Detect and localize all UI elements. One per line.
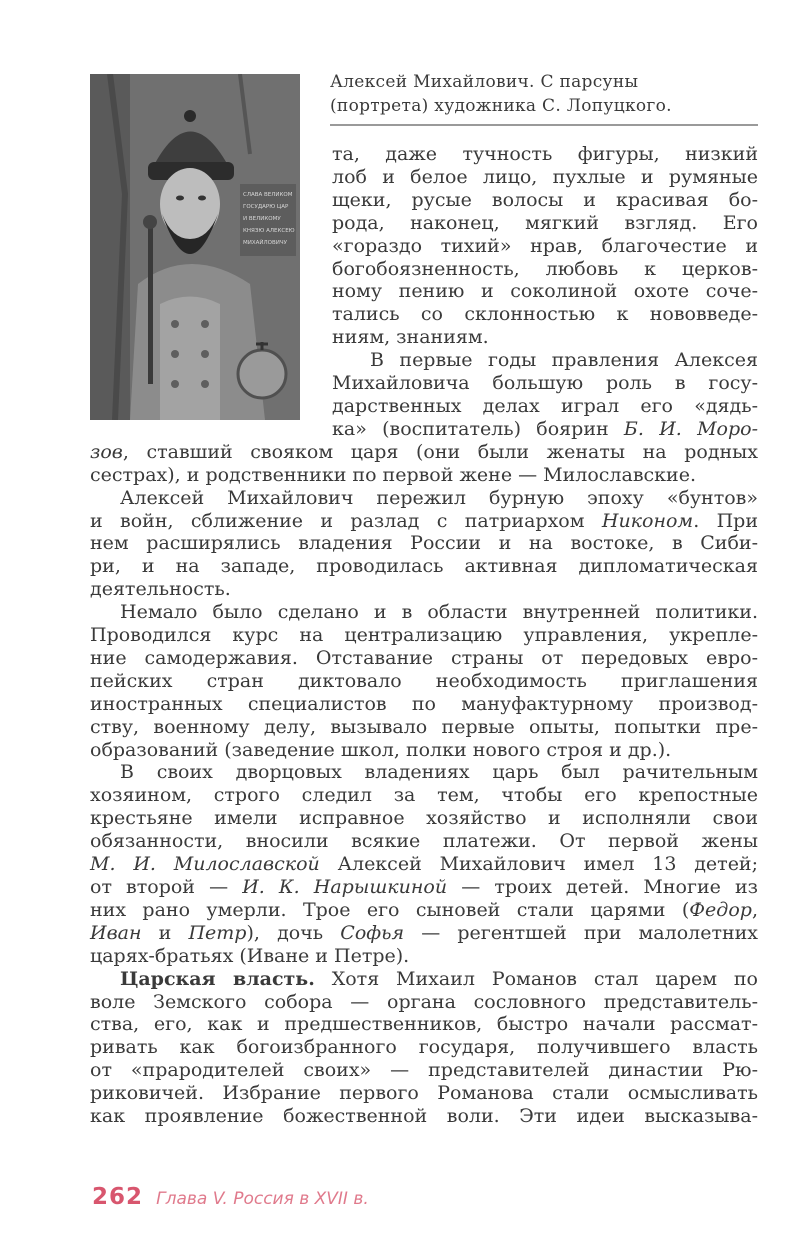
- text-line: [90, 945, 758, 968]
- italic-name: Федор: [689, 898, 752, 921]
- text-line: [90, 578, 758, 601]
- text-line: [90, 922, 758, 945]
- text-run: ниям, знаниям.: [332, 326, 489, 349]
- text-line: [90, 899, 758, 922]
- text-line: [90, 670, 758, 693]
- text-run: та, даже тучность фигуры, низкий: [332, 143, 758, 165]
- text-run: В своих дворцовых владениях царь был рачительным: [120, 761, 758, 784]
- text-run: и войн, сближение и разлад с патриархом: [90, 509, 602, 532]
- text-run: Алексей Михайлович пережил бурную эпоху «бунтов»: [120, 486, 758, 509]
- text-line: [90, 876, 758, 899]
- text-run: воле Земского собора — органа сословного представитель-: [90, 990, 758, 1013]
- portrait-inscription-line: СЛАВА ВЕЛИКОМ: [243, 192, 293, 198]
- text-run: ривать как богоизбранного государя, получившего власть: [90, 1036, 758, 1059]
- text-run: иностранных специалистов по мануфактурному производ-: [90, 692, 758, 715]
- text-run: Михайловича большую роль в госу-: [332, 372, 758, 395]
- italic-name: Иван: [90, 921, 142, 944]
- text-line: [90, 395, 758, 418]
- text-run: риковичей. Избрание первого Романова стали осмысливать: [90, 1082, 758, 1105]
- text-run: Алексей Михайлович имел 13 детей;: [319, 853, 758, 876]
- portrait-caption: [330, 70, 758, 126]
- text-run: . При: [693, 509, 758, 532]
- caption-line: Алексей Михайлович. С парсуны: [330, 72, 639, 92]
- portrait-inscription-line: ГОСУДАРЮ ЦАР: [243, 204, 289, 210]
- text-line: [90, 1059, 758, 1082]
- text-run: от «прародителей своих» — представителей династии Рю-: [90, 1059, 758, 1082]
- text-run: В первые годы правления Алексея: [370, 349, 758, 372]
- italic-name: Б. И. Моро-: [623, 417, 758, 440]
- text-line: [90, 280, 758, 303]
- text-line: [90, 235, 758, 258]
- text-line: [90, 807, 758, 830]
- text-line: [90, 166, 758, 189]
- text-line: [90, 326, 758, 349]
- text-run: Немало было сделано и в области внутренней политики.: [120, 601, 758, 624]
- text-line: [90, 624, 758, 647]
- text-run: богобоязненность, любовь к церков-: [332, 257, 758, 280]
- text-line: [90, 739, 758, 762]
- text-line: [90, 716, 758, 739]
- text-line: [90, 418, 758, 441]
- text-run: щеки, русые волосы и красивая бо-: [332, 188, 758, 211]
- text-line: [90, 487, 758, 510]
- text-line: [90, 555, 758, 578]
- text-run: лоб и белое лицо, пухлые и румяные: [332, 165, 758, 188]
- text-run: , ставший свояком царя (они были женаты на родных: [122, 440, 758, 463]
- text-line: [90, 968, 758, 991]
- text-line: [90, 784, 758, 807]
- text-line: [90, 441, 758, 464]
- italic-name: М. И. Милославской: [90, 853, 320, 876]
- text-run: нем расширялись владения России и на востоке, в Сиби-: [90, 532, 758, 555]
- text-run: ние самодержавия. Отставание страны от передовых евро-: [90, 646, 758, 669]
- text-line: [90, 647, 758, 670]
- text-run: от второй —: [90, 876, 243, 898]
- text-line: [90, 510, 758, 533]
- text-line: [90, 853, 758, 876]
- text-run: Проводился курс на централизацию управления, укрепле-: [90, 624, 758, 647]
- italic-name: И. К. Нарышкиной: [242, 876, 448, 898]
- text-line: [90, 693, 758, 716]
- text-line: [90, 189, 758, 212]
- text-run: тались со склонностью к нововведе-: [332, 303, 758, 326]
- text-run: рода, наконец, мягкий взгляд. Его: [332, 211, 758, 234]
- text-line: [90, 349, 758, 372]
- text-line: [90, 372, 758, 395]
- text-run: обязанности, вносили всякие платежи. От первой жены: [90, 830, 758, 853]
- text-run: ), дочь: [246, 921, 341, 944]
- text-run: ства, его, как и предшественников, быстро начали рассмат-: [90, 1013, 758, 1036]
- text-run: Хотя Михаил Романов стал царем по: [314, 967, 758, 990]
- text-line: [90, 258, 758, 281]
- text-line: [90, 1013, 758, 1036]
- text-run: хозяином, строго следил за тем, чтобы его крепостные: [90, 784, 758, 807]
- page-number: 262: [92, 1184, 144, 1210]
- text-run: деятельность.: [90, 578, 231, 601]
- text-run: пейских стран диктовало необходимость приглашения: [90, 669, 758, 692]
- text-run: ри, и на западе, проводилась активная дипломатическая: [90, 555, 758, 578]
- text-line: [90, 464, 758, 487]
- text-run: ка» (воспитатель) боярин: [332, 417, 624, 440]
- italic-name: Софья: [340, 921, 405, 944]
- text-run: ному пению и соколиной охоте соче-: [332, 280, 758, 303]
- italic-name: Петр: [188, 921, 247, 944]
- text-line: [90, 532, 758, 555]
- text-run: «гораздо тихий» нрав, благочестие и: [332, 234, 758, 257]
- text-run: и: [141, 921, 189, 944]
- text-run: — троих детей. Многие из: [447, 876, 758, 898]
- text-line: [90, 761, 758, 784]
- text-run: крестьяне имели исправное хозяйство и исполняли свои: [90, 807, 758, 830]
- bold-heading: Царская власть.: [120, 967, 315, 990]
- text-line: [90, 1082, 758, 1105]
- text-run: ,: [751, 898, 758, 921]
- text-run: сестрах), и родственники по первой жене — Милославские.: [90, 463, 696, 486]
- text-line: [90, 143, 758, 166]
- text-line: [90, 830, 758, 853]
- text-line: [90, 1036, 758, 1059]
- text-line: [90, 601, 758, 624]
- page-footer: [92, 1184, 369, 1210]
- chapter-title: Глава V. Россия в XVII в.: [156, 1189, 369, 1209]
- body-text: [90, 143, 758, 1128]
- text-run: — регентшей при малолетних: [404, 921, 759, 944]
- caption-line: (портрета) художника С. Лопуцкого.: [330, 96, 672, 116]
- portrait-inscription-line: МИХАЙЛОВИЧУ: [243, 240, 287, 246]
- italic-name: Никоном: [601, 509, 694, 532]
- text-run: образований (заведение школ, полки нового строя и др.).: [90, 738, 672, 761]
- text-line: [90, 303, 758, 326]
- text-run: как проявление божественной воли. Эти идеи высказыва-: [90, 1105, 758, 1128]
- text-line: [90, 991, 758, 1014]
- text-run: дарственных делах играл его «дядь-: [332, 394, 758, 417]
- text-run: ству, военному делу, вызывало первые опыты, попытки пре-: [90, 715, 758, 738]
- italic-name: зов: [90, 440, 123, 463]
- text-line: [90, 1105, 758, 1128]
- portrait-inscription-line: КНЯЗЮ АЛЕКСЕЮ: [243, 228, 295, 234]
- text-run: них рано умерли. Трое его сыновей стали царями (: [90, 898, 690, 921]
- text-run: царях-братьях (Иване и Петре).: [90, 944, 410, 967]
- portrait-inscription-line: И ВЕЛИКОМУ: [243, 216, 281, 222]
- text-line: [90, 212, 758, 235]
